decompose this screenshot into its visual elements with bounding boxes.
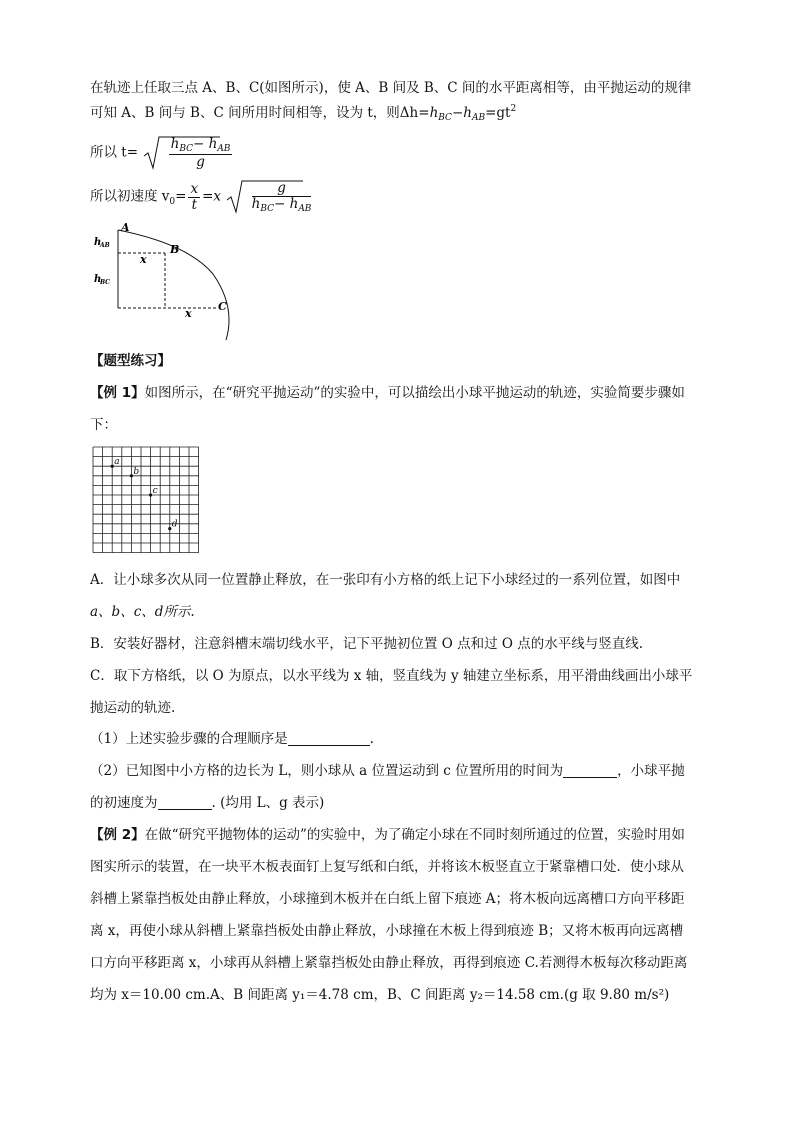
intro-line-2: 可知 A、B 间与 B、C 间所用时间相等，设为 t，则$\Delta h=h_{BC}-h_{AB}=gt^2$	[90, 104, 517, 123]
grid-label-c: c	[152, 486, 158, 496]
label-C: C	[218, 300, 227, 313]
ex1-q1: （1）上述实验步骤的合理顺序是 .	[90, 731, 374, 747]
ex1-q2-line-1: （2）已知图中小方格的边长为 L，则小球从 a 位置运动到 c 位置所用的时间为 ，小球平抛	[90, 763, 685, 779]
grid-figure	[91, 445, 201, 559]
svg-text:AB: AB	[100, 242, 110, 249]
fraction-t: $\frac{h_{BC}- h_{AB}}{g}$	[170, 135, 231, 170]
label-x1: x	[140, 253, 147, 266]
grid-label-d: d	[171, 519, 178, 530]
ex2-line-1: 【例 2】在做“研究平抛物体的运动”的实验中，为了确定小球在不同时刻所通过的位置，实验时用如	[90, 827, 685, 843]
ex2-line-6: 均为 x＝10.00 cm.A、B 间距离 y₁＝4.78 cm，B、C 间距离 y₂＝14.58 cm.(g 取 9.80 m/s²)	[90, 987, 670, 1003]
label-A: A	[121, 222, 130, 234]
label-B: B	[170, 243, 180, 256]
ex1-line-2: 下：	[90, 417, 117, 433]
grid-label-b: b	[133, 466, 140, 477]
formula-v0: 所以初速度 $v_0=$ $\frac{x}{t}$ =x $\frac{g}{h_{BC}- h_{AB}}$	[90, 178, 373, 217]
answer-blank-order[interactable]	[288, 731, 370, 746]
answer-blank-time[interactable]	[563, 763, 617, 778]
section-title: 【题型练习】	[90, 353, 171, 369]
fraction-v0: $\frac{g}{h_{BC}- h_{AB}}$	[251, 179, 312, 214]
ex2-line-5: 口方向平移距离 x，小球再从斜槽上紧靠挡板处由静止释放，再得到痕迹 C.若测得木板每次移动距离	[90, 955, 688, 971]
ex1-line-1: 【例 1】如图所示，在“研究平抛运动”的实验中，可以描绘出小球平抛运动的轨迹，实验简要步骤如	[90, 385, 685, 401]
ex2-line-2: 图实所示的装置，在一块平木板表面钉上复写纸和白纸，并将该木板竖直立于紧靠槽口处．使小球从	[90, 859, 684, 875]
ex1-step-c-1: C．取下方格纸，以 O 为原点，以水平线为 x 轴，竖直线为 y 轴建立坐标系，用平滑曲线画出小球平	[90, 668, 693, 684]
fraction-x-over-t: $\frac{x}{t}$	[190, 180, 199, 213]
ex1-step-a-2: a、b、c、d所示.	[90, 604, 195, 620]
ex1-step-c-2: 抛运动的轨迹.	[90, 700, 176, 716]
svg-text:BC: BC	[100, 279, 110, 286]
ex1-step-b: B．安装好器材，注意斜槽末端切线水平，记下平抛初位置 O 点和过 O 点的水平线与竖直线.	[90, 636, 644, 652]
formula-t: 所以 t= $\frac{h_{BC}- h_{AB}}{g}$	[90, 134, 294, 172]
ex2-line-4: 离 x，再使小球从斜槽上紧靠挡板处由静止释放，小球撞在木板上得到痕迹 B；又将木板再向远离槽	[90, 923, 684, 939]
label-hbc: h	[94, 274, 102, 285]
answer-blank-velocity[interactable]	[158, 795, 212, 810]
intro-line-1: 在轨迹上任取三点 A、B、C(如图所示)，使 A、B 间及 B、C 间的水平距离相等，由平抛运动的规律	[90, 80, 692, 96]
ex1-q2-line-2: 的初速度为 . (均用 L、g 表示)	[90, 795, 325, 811]
grid-label-a: a	[114, 457, 120, 468]
ex1-step-a-1: A．让小球多次从同一位置静止释放，在一张印有小方格的纸上记下小球经过的一系列位置，如图中	[90, 572, 681, 588]
label-hab: h	[94, 237, 102, 248]
ex2-line-3: 斜槽上紧靠挡板处由静止释放，小球撞到木板并在白纸上留下痕迹 A；将木板向远离槽口方向平移距	[90, 891, 685, 907]
trajectory-figure	[88, 222, 238, 340]
label-x2: x	[185, 307, 192, 320]
